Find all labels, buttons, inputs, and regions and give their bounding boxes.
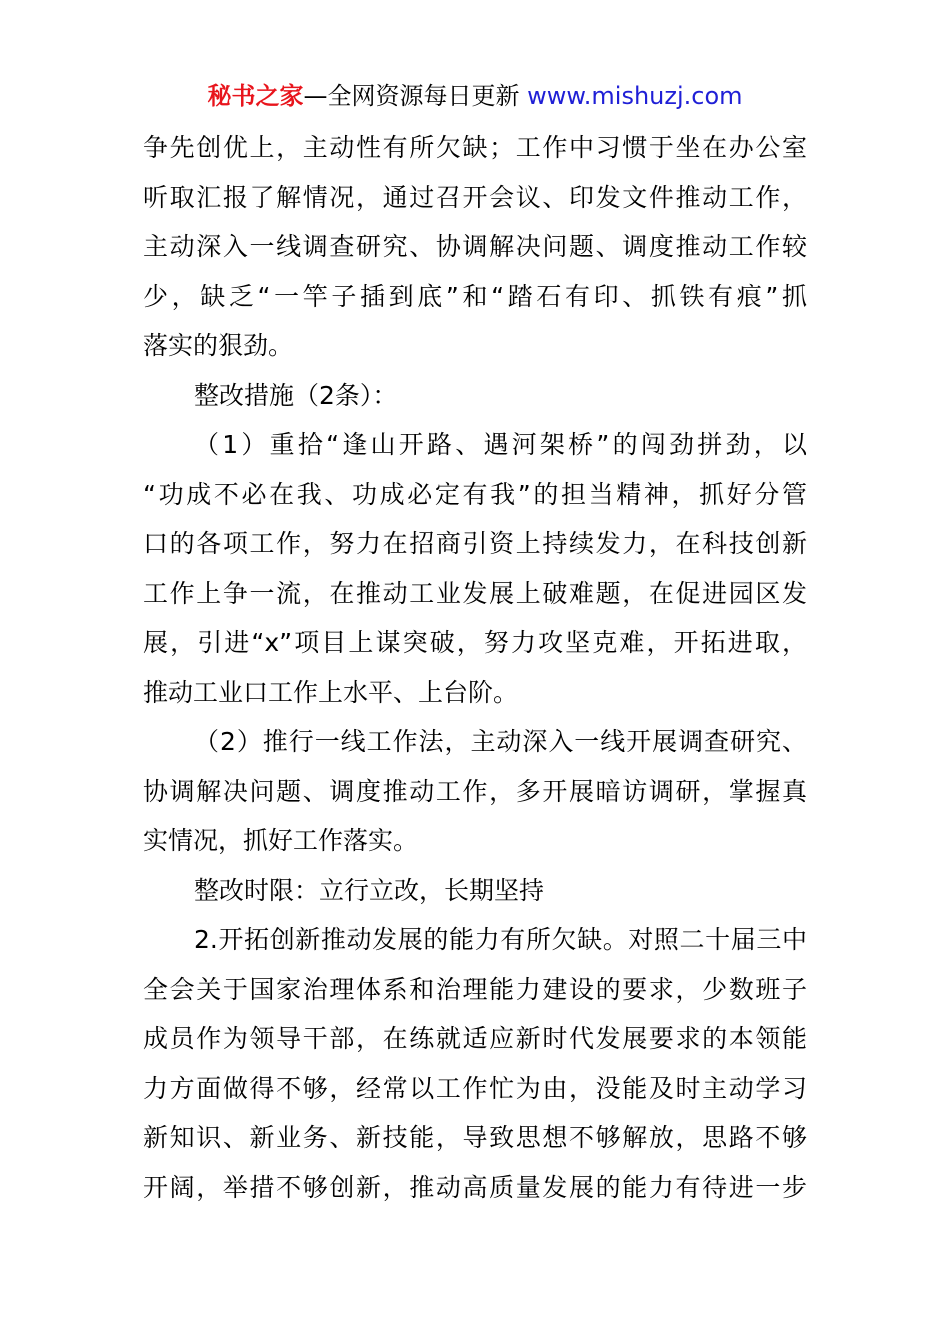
text-line: 少，缺乏“一竿子插到底”和“踏石有印、抓铁有痕”抓 [143,281,807,311]
document-body [143,123,807,1212]
text-line: 推动工业口工作上水平、上台阶。 [143,677,519,707]
website-link[interactable]: www.mishuzj.com [527,82,743,110]
text-line: 协调解决问题、调度推动工作，多开展暗访调研，掌握真 [143,776,807,806]
text-line: 力方面做得不够，经常以工作忙为由，没能及时主动学习 [143,1073,807,1103]
text-line: 开阔，举措不够创新，推动高质量发展的能力有待进一步 [143,1172,807,1202]
text-line: （1）重拾“逢山开路、遇河架桥”的闯劲拼劲，以 [194,430,807,459]
text-line: 2.开拓创新推动发展的能力有所欠缺。对照二十届三中 [194,925,807,954]
text-line: “功成不必在我、功成必定有我”的担当精神，抓好分管 [143,479,807,509]
text-line: 展，引进“x”项目上谋突破，努力攻坚克难，开拓进取， [143,628,807,657]
text-line: 整改措施（2条）： [194,380,398,410]
text-line: 口的各项工作，努力在招商引资上持续发力，在科技创新 [143,529,807,558]
text-line: 争先创优上，主动性有所欠缺；工作中习惯于坐在办公室 [143,133,807,162]
text-line: 整改时限：立行立改，长期坚持 [194,875,545,905]
text-line: 听取汇报了解情况，通过召开会议、印发文件推动工作， [143,182,807,212]
text-line: 成员作为领导干部，在练就适应新时代发展要求的本领能 [143,1024,807,1053]
text-line: 主动深入一线调查研究、协调解决问题、调度推动工作较 [143,232,807,261]
text-line: 新知识、新业务、新技能，导致思想不够解放，思路不够 [143,1123,807,1152]
text-line: 落实的狠劲。 [143,331,294,360]
text-line: 全会关于国家治理体系和治理能力建设的要求，少数班子 [143,974,807,1004]
page-header [0,80,950,112]
text-line: 工作上争一流，在推动工业发展上破难题，在促进园区发 [143,578,807,608]
brand-name: 秘书之家 [207,82,304,110]
text-line: 实情况，抓好工作落实。 [143,826,419,855]
header-tagline: —全网资源每日更新 [303,82,528,110]
text-line: （2）推行一线工作法，主动深入一线开展调查研究、 [194,727,807,756]
